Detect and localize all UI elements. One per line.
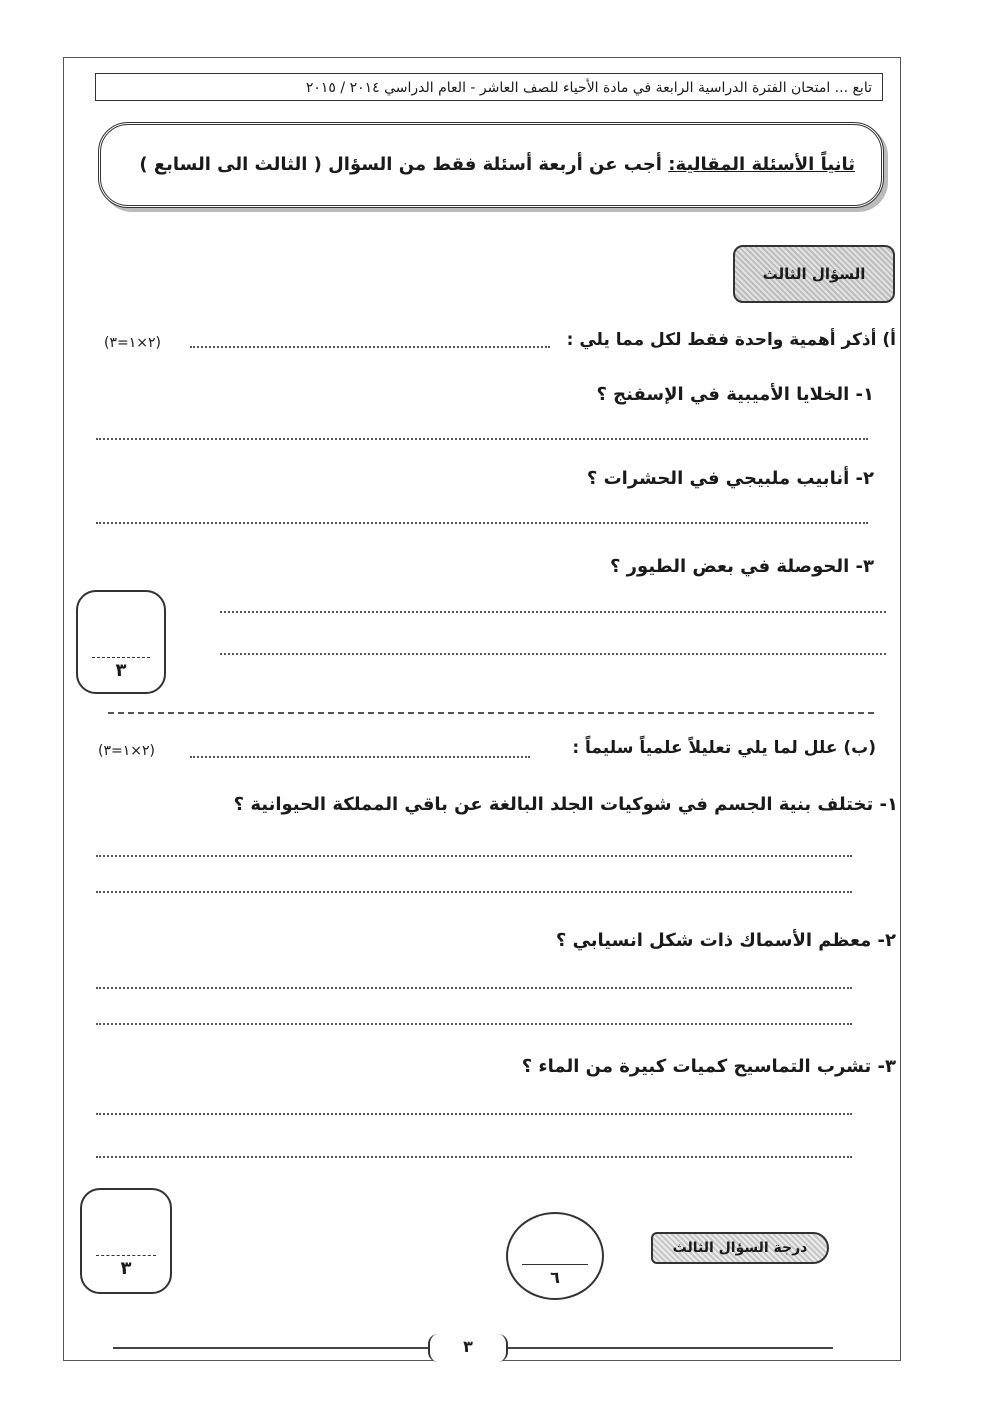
answer-line[interactable] [220,653,886,655]
answer-line[interactable] [96,522,868,524]
instructions-prefix: ثانياً الأسئلة المقالية: [668,154,855,175]
answer-line[interactable] [96,1156,852,1158]
answer-line[interactable] [96,1023,852,1025]
section-b-box-score: ٣ [120,1258,132,1279]
exam-header: تابع ... امتحان الفترة الدراسية الرابعة في مادة الأحياء للصف العاشر - العام الدراسي ٢٠١٤ / ٢٠١٥ [95,73,883,101]
section-a-score-box [76,590,166,694]
section-b-title: (ب) علل لما يلي تعليلاً علمياً سليماً : [572,738,876,758]
answer-line[interactable] [96,891,852,893]
section-a-score: (٢×١=٣) [104,335,161,351]
section-a-box-score: ٣ [115,660,127,681]
total-score-value: ٦ [550,1268,560,1287]
section-divider [108,712,874,714]
section-a-title: أ) أذكر أهمية واحدة فقط لكل مما يلي : [566,330,896,350]
answer-line[interactable] [96,438,868,440]
total-score-label: درجة السؤال الثالث [651,1232,829,1264]
answer-line[interactable] [96,1113,852,1115]
section-a-title-dots [190,346,550,348]
section-b-score-box [80,1188,172,1294]
instructions-box [98,122,884,208]
section-b-score: (٢×١=٣) [98,743,155,759]
page-number: ٣ [428,1334,508,1362]
answer-line[interactable] [96,855,852,857]
answer-line[interactable] [96,987,852,989]
answer-line[interactable] [220,611,886,613]
section-a-question-2: ٢- أنابيب ملبيجي في الحشرات ؟ [586,468,874,489]
section-a-question-3: ٣- الحوصلة في بعض الطيور ؟ [609,556,874,577]
section-b-question-1: ١- تختلف بنية الجسم في شوكيات الجلد البالغة عن باقي المملكة الحيوانية ؟ [233,794,898,815]
section-b-title-dots [190,756,530,758]
instructions-text: أجب عن أربعة أسئلة فقط من السؤال ( الثالث الى السابع ) [139,154,662,175]
question-label: السؤال الثالث [733,245,895,303]
section-b-question-2: ٢- معظم الأسماك ذات شكل انسيابي ؟ [555,930,896,951]
total-score-circle [506,1212,604,1300]
section-b-question-3: ٣- تشرب التماسيح كميات كبيرة من الماء ؟ [521,1056,896,1077]
section-a-question-1: ١- الخلايا الأميبية في الإسفنج ؟ [596,384,874,405]
